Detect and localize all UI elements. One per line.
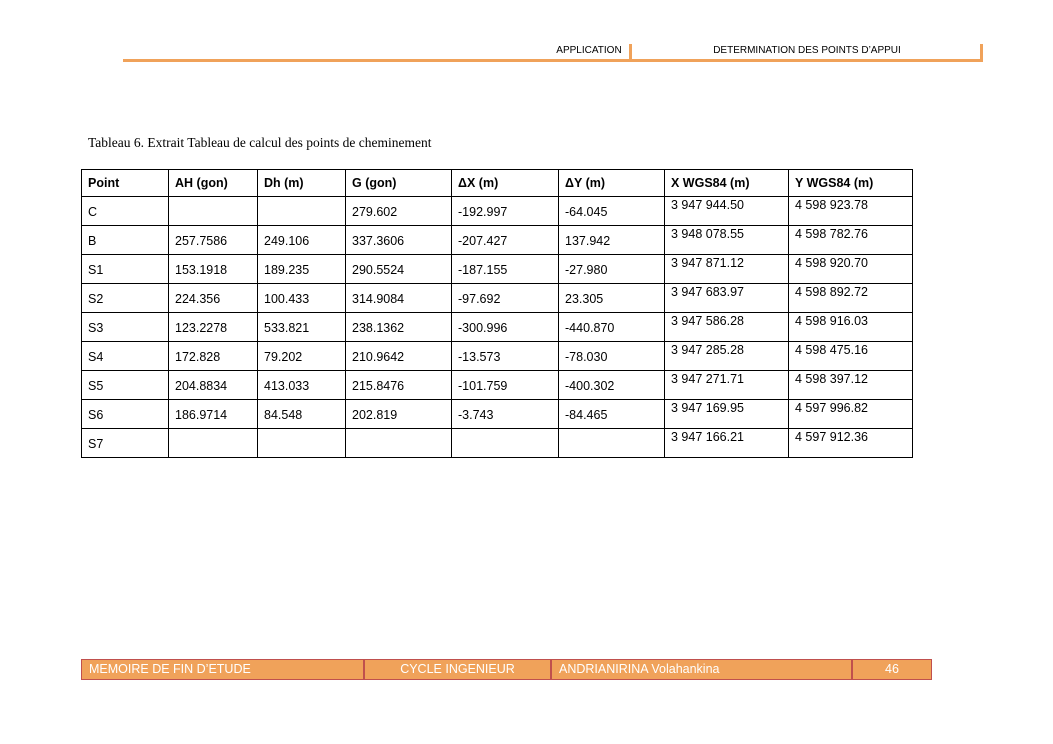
table-cell: 4 598 397.12 [789,371,913,400]
table-cell: S2 [82,284,169,313]
table-cell: 3 947 586.28 [665,313,789,342]
table-cell: 3 947 166.21 [665,429,789,458]
table-cell: 4 598 916.03 [789,313,913,342]
table-cell: 279.602 [346,197,452,226]
table-cell: 4 598 920.70 [789,255,913,284]
table-cell: 189.235 [258,255,346,284]
table-cell: 100.433 [258,284,346,313]
table-cell: 3 948 078.55 [665,226,789,255]
header-section-title: DETERMINATION DES POINTS D’APPUI [713,45,901,56]
table-row [82,197,913,226]
table-cell [559,429,665,458]
table-cell: -27.980 [559,255,665,284]
table-cell: -97.692 [452,284,559,313]
table-cell: 3 947 169.95 [665,400,789,429]
table-cell: 533.821 [258,313,346,342]
table-cell: 413.033 [258,371,346,400]
table-cell: 137.942 [559,226,665,255]
table-cell: -78.030 [559,342,665,371]
table-cell: C [82,197,169,226]
table-cell [258,429,346,458]
header-rule [123,59,983,62]
table-cell: S1 [82,255,169,284]
table-cell: -300.996 [452,313,559,342]
table-cell: 290.5524 [346,255,452,284]
table-cell: -84.465 [559,400,665,429]
table-row [82,255,913,284]
table-cell: S3 [82,313,169,342]
table-cell: S6 [82,400,169,429]
table-cell: B [82,226,169,255]
table-body [82,197,913,458]
table-cell [346,429,452,458]
table-cell: 4 598 892.72 [789,284,913,313]
table-cell: 249.106 [258,226,346,255]
table-cell: 172.828 [169,342,258,371]
column-header: ΔY (m) [559,170,665,197]
page-number: 46 [853,660,931,679]
table-cell: 202.819 [346,400,452,429]
table-cell: 337.3606 [346,226,452,255]
table-cell [452,429,559,458]
table-cell [169,429,258,458]
table-cell: 3 947 285.28 [665,342,789,371]
table-cell: S4 [82,342,169,371]
footer-cycle: CYCLE INGENIEUR [365,660,552,679]
table-row [82,226,913,255]
column-header: ΔX (m) [452,170,559,197]
table-cell: -64.045 [559,197,665,226]
table-cell: -440.870 [559,313,665,342]
table-caption: Tableau 6. Extrait Tableau de calcul des points de cheminement [88,135,432,150]
table-cell: 314.9084 [346,284,452,313]
column-header: X WGS84 (m) [665,170,789,197]
table-row [82,342,913,371]
table-cell: 204.8834 [169,371,258,400]
page-footer [81,659,932,680]
table-cell: 210.9642 [346,342,452,371]
table-cell: 3 947 271.71 [665,371,789,400]
table-cell: -13.573 [452,342,559,371]
table-header-row [82,170,913,197]
table-cell: -187.155 [452,255,559,284]
footer-memoire: MEMOIRE DE FIN D’ETUDE [82,660,365,679]
table-cell: -3.743 [452,400,559,429]
table-cell: 238.1362 [346,313,452,342]
table-cell: 224.356 [169,284,258,313]
table-cell: 257.7586 [169,226,258,255]
page-header [123,43,983,62]
table-cell: 79.202 [258,342,346,371]
header-application: APPLICATION [556,45,622,56]
table-row [82,371,913,400]
table-cell: 84.548 [258,400,346,429]
table-row [82,313,913,342]
table-cell: -207.427 [452,226,559,255]
table-cell: S7 [82,429,169,458]
table-cell: 186.9714 [169,400,258,429]
table-cell: 4 598 475.16 [789,342,913,371]
table-row [82,429,913,458]
column-header: Y WGS84 (m) [789,170,913,197]
table-cell: 4 598 782.76 [789,226,913,255]
table-cell: -192.997 [452,197,559,226]
table-cell: 123.2278 [169,313,258,342]
table-cell: 4 597 996.82 [789,400,913,429]
table-cell: -400.302 [559,371,665,400]
table-cell: 153.1918 [169,255,258,284]
table-row [82,400,913,429]
table-cell: 3 947 683.97 [665,284,789,313]
table-row [82,284,913,313]
table-cell: 4 597 912.36 [789,429,913,458]
table-cell: 23.305 [559,284,665,313]
column-header: AH (gon) [169,170,258,197]
column-header: G (gon) [346,170,452,197]
footer-author: ANDRIANIRINA Volahankina [552,660,853,679]
header-separator-end [980,44,983,60]
table-cell [258,197,346,226]
table-cell: -101.759 [452,371,559,400]
table-cell: 3 947 871.12 [665,255,789,284]
table-cell: 3 947 944.50 [665,197,789,226]
table-cell: 215.8476 [346,371,452,400]
calculation-table [81,169,913,458]
column-header: Point [82,170,169,197]
table-cell: 4 598 923.78 [789,197,913,226]
table-cell: S5 [82,371,169,400]
column-header: Dh (m) [258,170,346,197]
table-cell [169,197,258,226]
